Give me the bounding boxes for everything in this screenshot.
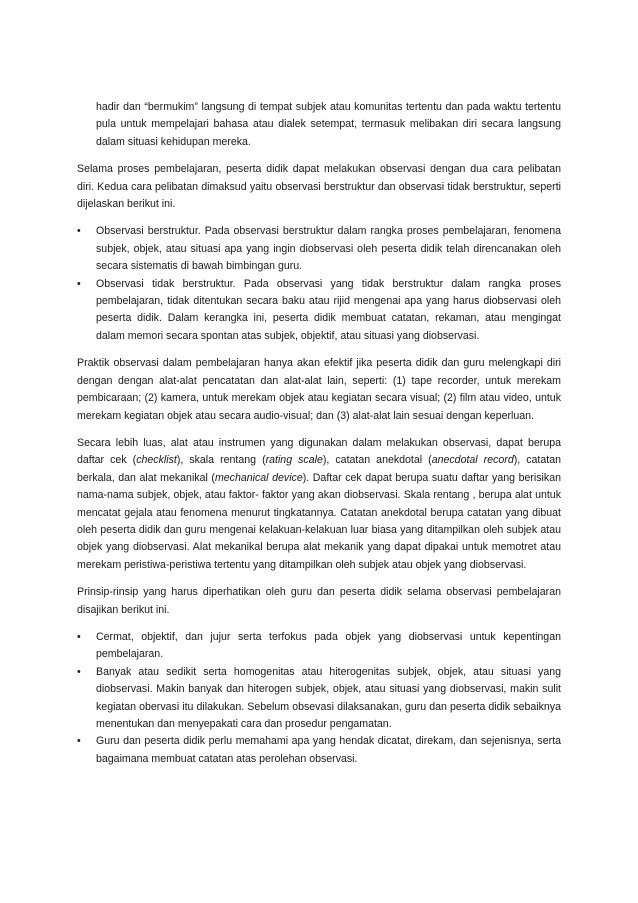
- paragraph-praktik-observasi: Praktik observasi dalam pembelajaran hanya akan efektif jika peserta didik dan guru melengkapi diri dengan dengan alat-alat pencatatan dan alat-alat lain, seperti: (1) tape recorder, untuk merekam pembicaraan; (2) kamera, untuk merekam objek atau kegiatan secara visual; (2) film atau video, untuk merekam kegiatan objek atau secara audio-visual; dan (3) alat-alat lain sesuai dengan keperluan.: [77, 357, 561, 422]
- alat-text-3: ), catatan anekdotal (: [322, 454, 432, 467]
- bullet-icon: •: [77, 225, 81, 238]
- bullet-icon: •: [77, 735, 81, 748]
- bullet-icon: •: [77, 665, 81, 678]
- list-item-text: Observasi tidak berstruktur. Pada observasi yang tidak berstruktur dalam rangka proses pembelajaran, tidak ditentukan secara baku atau rijid mengenai apa yang harus diobservasi oleh peserta didik. Dalam kerangka ini, peserta didik membuat catatan, rekaman, atau mengingat dalam memori secara spontan atas subjek, objektif, atau situasi yang diobservasi.: [96, 277, 561, 342]
- bullet-icon: •: [77, 630, 81, 643]
- list-item-text: Banyak atau sedikit serta homogenitas atau hiterogenitas subjek, objek, atau situasi yang diobservasi. Makin banyak dan hiterogen subjek, objek, atau situasi yang diobservasi, makin sulit kegiatan obervasi itu dilakukan. Sebelum obsevasi dilaksanakan, guru dan peserta didik sebaiknya menentukan dan menyepakati cara dan prosedur pengamatan.: [96, 665, 561, 730]
- list-item-observasi-tidak-berstruktur: [77, 276, 561, 346]
- prinsip-list: [77, 629, 561, 768]
- term-checklist: checklist: [136, 454, 177, 467]
- list-item-text: Observasi berstruktur. Pada observasi berstruktur dalam rangka proses pembelajaran, fenomena subjek, objek, atau situasi apa yang ingin diobservasi oleh peserta didik telah direncanakan oleh secara sistematis di bawah bimbingan guru.: [96, 225, 561, 273]
- alat-text-5: ). Daftar cek dapat berupa suatu daftar yang berisikan nama-nama subjek, objek, atau faktor- faktor yang akan diobservasi. Skala rentang , berupa alat untuk mencatat gejala atau fenomena menurut tingkatannya. Catatan anekdotal berupa catatan yang dibuat oleh peserta didik dan guru mengenai kelakuan-kelakuan luar biasa yang ditampilkan oleh subjek atau objek yang diobservasi. Alat mekanikal berupa alat mekanik yang dapat dipakai untuk memotret atau merekam peristiwa-peristiwa tertentu yang ditampilkan oleh subjek atau objek yang diobservasi.: [77, 471, 561, 571]
- observasi-types-list: [77, 223, 561, 345]
- list-item-text: Cermat, objektif, dan jujur serta terfokus pada objek yang diobservasi untuk kepentingan pembelajaran.: [96, 630, 561, 661]
- bullet-icon: •: [77, 277, 81, 290]
- term-rating-scale: rating scale: [265, 454, 323, 467]
- list-item-observasi-berstruktur: [77, 223, 561, 275]
- alat-text-1: Secara lebih luas, alat atau instrumen yang digunakan dalam melakukan observasi, dapat berupa daftar cek (: [77, 436, 561, 467]
- paragraph-alat-instrumen: [77, 435, 561, 574]
- term-mechanical-device: mechanical device: [214, 471, 303, 484]
- alat-text-4: ), catatan berkala, dan alat mekanikal (: [77, 454, 561, 484]
- list-item-prinsip-banyak-sedikit: [77, 664, 561, 734]
- intro-continuation-paragraph: hadir dan “bermukim” langsung di tempat subjek atau komunitas tertentu dan pada waktu tertentu pula untuk mempelajari bahasa atau dialek setempat, termasuk melibakan diri secara langsung dalam situasi kehidupan mereka.: [96, 101, 561, 148]
- term-anecdotal-record: anecdotal record: [431, 454, 514, 467]
- list-item-prinsip-cermat: [77, 629, 561, 664]
- paragraph-prinsip: Prinsip-rinsip yang harus diperhatikan oleh guru dan peserta didik selama observasi pembelajaran disajikan berikut ini.: [77, 586, 561, 616]
- alat-text-2: ), skala rentang (: [176, 454, 266, 467]
- list-item-prinsip-memahami: [77, 733, 561, 768]
- list-item-text: Guru dan peserta didik perlu memahami apa yang hendak dicatat, direkam, dan sejenisnya, serta bagaimana membuat catatan atas perolehan observasi.: [96, 735, 561, 765]
- paragraph-cara-pelibatan: Selama proses pembelajaran, peserta didik dapat melakukan observasi dengan dua cara pelibatan diri. Kedua cara pelibatan dimaksud yaitu observasi berstruktur dan observasi tidak berstruktur, seperti dijelaskan berikut ini.: [77, 163, 561, 211]
- page-content: [77, 99, 561, 768]
